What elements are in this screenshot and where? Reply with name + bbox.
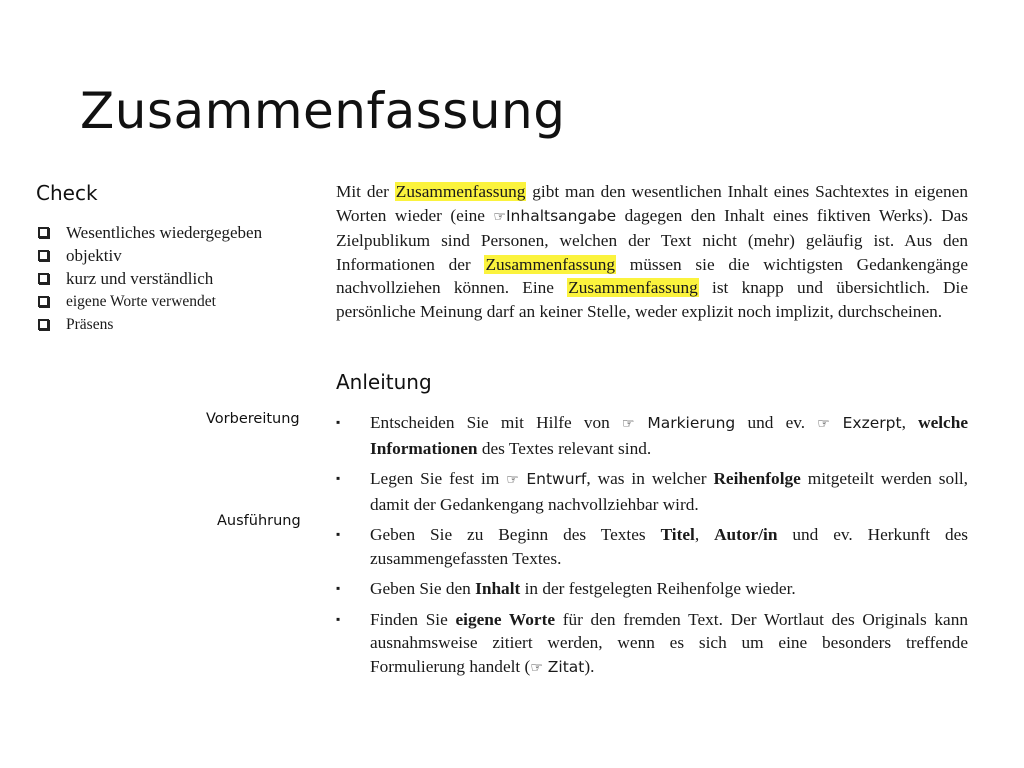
pointing-hand-icon: ☞ [817, 416, 830, 432]
checkbox-icon [38, 250, 49, 261]
pointing-hand-icon: ☞ [506, 472, 519, 488]
step-text: Finden Sie [370, 609, 456, 629]
check-item [38, 221, 262, 244]
step-text: , was in welcher [586, 469, 714, 488]
list-item [336, 523, 968, 570]
bullet-icon: ▪ [336, 471, 341, 485]
check-item [38, 267, 262, 290]
highlight-term: Zusammenfassung [568, 278, 698, 297]
intro-text: dagegen den Inhalt eines fiktiven Werks). Das Zielpublikum sind Personen, welchen der Text nicht (mehr) geläufig ist. Aus den Informationen der [336, 205, 968, 274]
highlight-term: Zusammenfassung [395, 182, 526, 201]
pointing-hand-icon: ☞ [530, 659, 543, 676]
check-item [38, 290, 262, 313]
check-item-label: eigene Worte verwendet [66, 292, 216, 310]
intro-paragraph [336, 180, 968, 323]
bold-term: Titel [660, 525, 695, 544]
step-text: Geben Sie den [370, 579, 476, 598]
reference-term: Exzerpt [829, 414, 902, 432]
reference-term: Zitat [542, 657, 585, 676]
step-text: in der festgelegten Reihenfolge wieder. [520, 579, 796, 598]
list-item [336, 577, 968, 601]
intro-text: gibt man den wesentlichen Inhalt eines Sachtextes in eigenen Worten wieder (eine [336, 182, 968, 225]
checkbox-icon [38, 227, 49, 238]
step-text: mitgeteilt werden soll, damit der Gedankengang nachvollziehbar wird. [370, 469, 969, 514]
anleitung-heading: Anleitung [336, 370, 432, 394]
step-text: Geben Sie zu Beginn des Textes [370, 525, 661, 544]
reference-term: Markierung [634, 414, 736, 432]
check-item-label: Wesentliches wiedergegeben [66, 222, 263, 242]
bullet-icon: ▪ [336, 611, 341, 626]
intro-text: müssen sie die wichtigsten Gedankengänge nachvollziehen können. Eine [336, 254, 968, 297]
list-item [336, 608, 968, 681]
check-item-label: Präsens [66, 315, 114, 333]
bold-term: Inhalt [475, 579, 521, 598]
check-heading: Check [36, 181, 98, 205]
reference-term: Entwurf [518, 470, 587, 488]
check-item [38, 244, 262, 267]
step-text: und ev. Herkunft des zusammengefassten Textes. [370, 525, 968, 568]
intro-text: ist knapp und übersichtlich. Die persönliche Meinung darf an keiner Stelle, weder explizit noch implizit, durchscheinen. [336, 278, 968, 321]
page-title: Zusammenfassung [80, 82, 566, 140]
ausfuehrung-label: Ausführung [217, 513, 301, 529]
vorbereitung-label: Vorbereitung [206, 411, 300, 427]
step-text: , [901, 413, 919, 432]
bullet-icon: ▪ [336, 581, 341, 595]
bullet-icon: ▪ [336, 415, 341, 429]
bold-term: Autor/in [714, 525, 778, 544]
check-item-label: objektiv [66, 245, 122, 265]
highlight-term: Zusammenfassung [485, 254, 616, 274]
bullet-icon: ▪ [336, 527, 341, 541]
pointing-hand-icon: ☞ [493, 208, 506, 225]
step-text: Legen Sie fest im [370, 469, 507, 488]
step-text: für den fremden Text. Der Wortlaut des Originals kann ausnahmsweise zitiert werden, wenn es sich um eine besonders treffende Formulierung handelt ( [370, 609, 968, 676]
checkbox-icon [38, 296, 49, 307]
check-item-label: kurz und verständlich [66, 268, 214, 288]
step-text: des Textes relevant sind. [477, 438, 652, 458]
reference-term: Inhaltsangabe [505, 206, 617, 225]
check-item [38, 313, 262, 336]
step-text: und ev. [735, 413, 818, 432]
step-text: , [694, 525, 715, 544]
pointing-hand-icon: ☞ [621, 416, 635, 432]
bold-term: welche Informationen [370, 413, 968, 458]
intro-text: Mit der [336, 182, 395, 201]
steps-list [336, 411, 968, 687]
check-list [38, 221, 262, 336]
bold-term: eigene Worte [455, 609, 555, 629]
list-item [336, 411, 968, 460]
step-text: Entscheiden Sie mit Hilfe von [370, 413, 622, 432]
bold-term: Reihenfolge [713, 469, 801, 488]
list-item [336, 467, 968, 516]
step-text: ). [584, 656, 595, 676]
checkbox-icon [38, 319, 49, 330]
checkbox-icon [38, 273, 49, 284]
